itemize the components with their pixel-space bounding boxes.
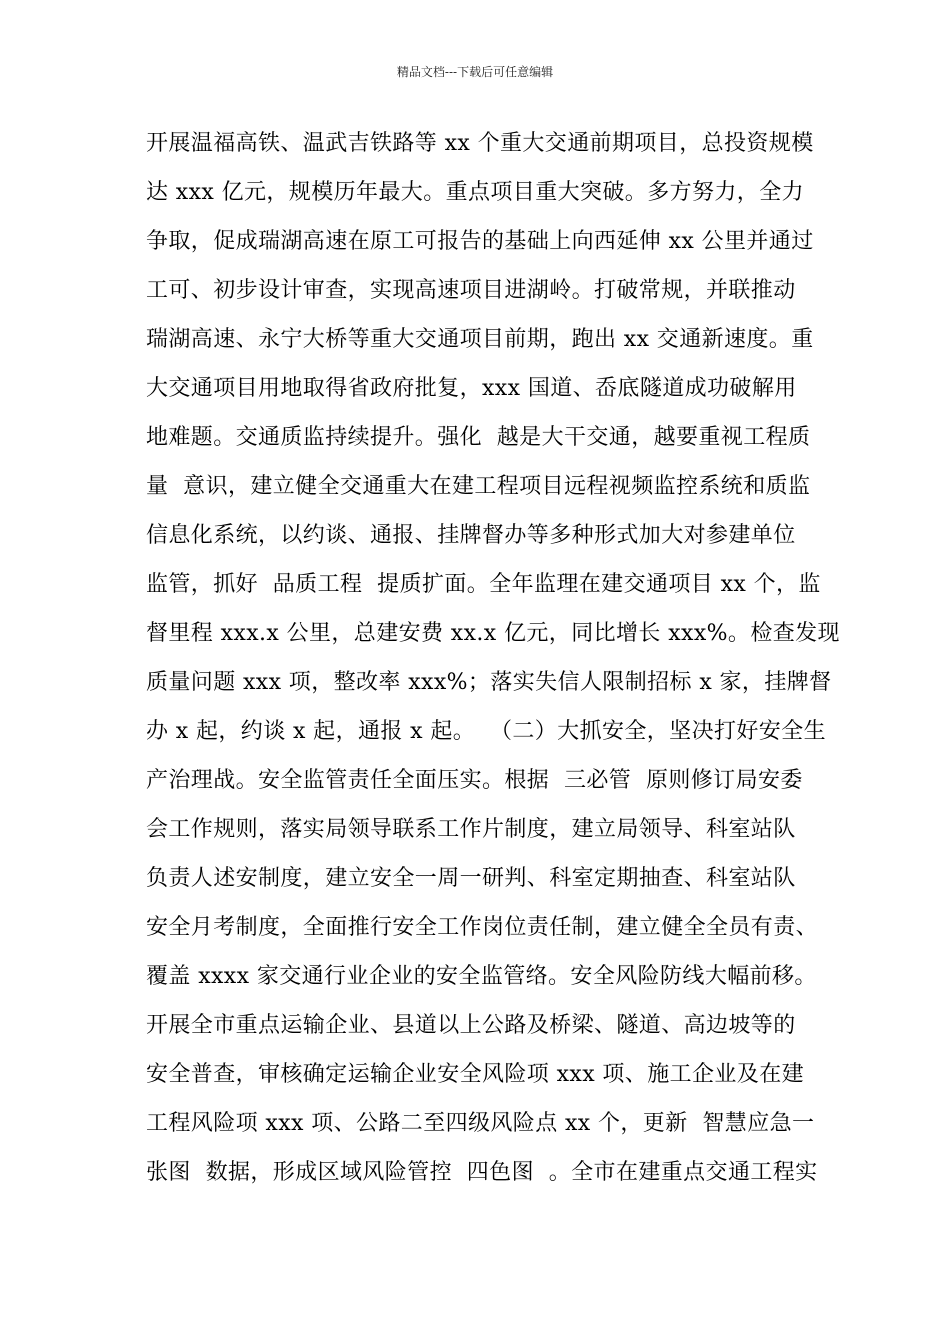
- text-line: 大交通项目用地取得省政府批复，xxx 国道、岙底隧道成功破解用: [146, 376, 797, 401]
- text-line: 工可、初步设计审查，实现高速项目进湖岭。打破常规，并联推动: [146, 278, 796, 303]
- text-line: 开展全市重点运输企业、县道以上公路及桥梁、隧道、高边坡等的: [146, 1013, 796, 1038]
- text-line: 安全普查，审核确定运输企业安全风险项 xxx 项、施工企业及在建: [146, 1062, 805, 1087]
- text-line: 开展温福高铁、温武吉铁路等 xx 个重大交通前期项目，总投资规模: [146, 131, 814, 156]
- text-line: 工程风险项 xxx 项、公路二至四级风险点 xx 个，更新 智慧应急一: [146, 1111, 815, 1136]
- text-line: 覆盖 xxxx 家交通行业企业的安全监管络。安全风险防线大幅前移。: [146, 964, 817, 989]
- text-line: 督里程 xxx.x 公里，总建安费 xx.x 亿元，同比增长 xxx%。检查发现: [146, 621, 840, 646]
- text-line: 负责人述安制度，建立安全一周一研判、科室定期抽查、科室站队: [146, 866, 796, 891]
- text-line: 达 xxx 亿元，规模历年最大。重点项目重大突破。多方努力，全力: [146, 180, 805, 205]
- text-line: 质量问题 xxx 项，整改率 xxx%；落实失信人限制招标 x 家，挂牌督: [146, 670, 832, 695]
- text-line: 地难题。交通质监持续提升。强化 越是大干交通，越要重视工程质: [146, 425, 811, 450]
- text-line: 张图 数据，形成区域风险管控 四色图 。全市在建重点交通工程实: [146, 1160, 818, 1185]
- text-line: 瑞湖高速、永宁大桥等重大交通项目前期，跑出 xx 交通新速度。重: [146, 327, 814, 352]
- text-line: 办 x 起，约谈 x 起，通报 x 起。 （二）大抓安全，坚决打好安全生: [146, 719, 826, 744]
- text-line: 监管，抓好 品质工程 提质扩面。全年监理在建交通项目 xx 个，监: [146, 572, 821, 597]
- text-line: 量 意识，建立健全交通重大在建工程项目远程视频监控系统和质监: [146, 474, 811, 499]
- text-line: 会工作规则，落实局领导联系工作片制度，建立局领导、科室站队: [146, 817, 796, 842]
- text-line: 产治理战。安全监管责任全面压实。根据 三必管 原则修订局安委: [146, 768, 803, 793]
- text-line: 信息化系统，以约谈、通报、挂牌督办等多种形式加大对参建单位: [146, 523, 796, 548]
- text-line: 争取，促成瑞湖高速在原工可报告的基础上向西延伸 xx 公里并通过: [146, 229, 814, 254]
- text-line: 安全月考制度，全面推行安全工作岗位责任制，建立健全全员有责、: [146, 915, 819, 940]
- page-header: 精品文档---下载后可任意编辑: [396, 65, 554, 79]
